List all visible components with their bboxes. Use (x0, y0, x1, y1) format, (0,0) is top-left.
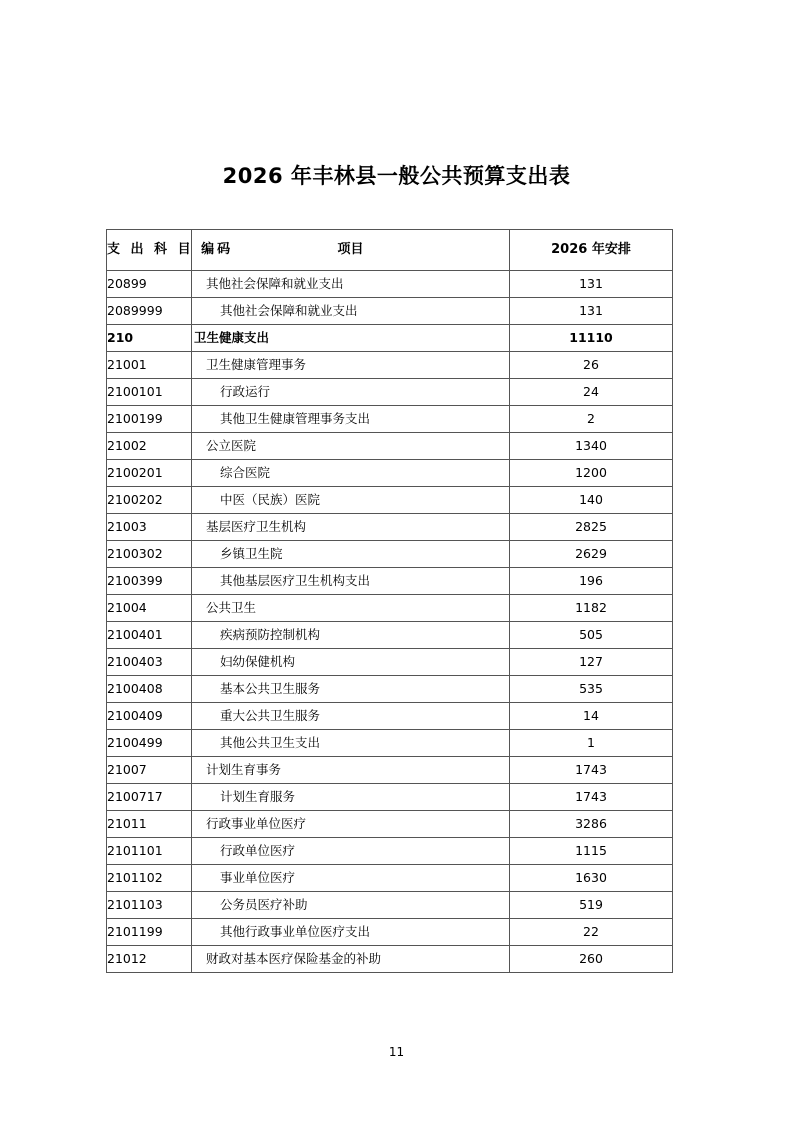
row-code: 21001 (107, 352, 192, 379)
table-row (107, 487, 673, 514)
row-amount: 196 (510, 568, 673, 595)
row-item: 中医（民族）医院 (192, 487, 510, 514)
table-row (107, 406, 673, 433)
row-amount: 131 (510, 271, 673, 298)
row-code: 2089999 (107, 298, 192, 325)
row-item: 其他基层医疗卫生机构支出 (192, 568, 510, 595)
row-amount: 519 (510, 892, 673, 919)
row-amount: 26 (510, 352, 673, 379)
table-row (107, 514, 673, 541)
row-amount: 535 (510, 676, 673, 703)
row-amount: 131 (510, 298, 673, 325)
row-item: 其他社会保障和就业支出 (192, 271, 510, 298)
row-code: 2101101 (107, 838, 192, 865)
row-amount: 2 (510, 406, 673, 433)
row-amount: 127 (510, 649, 673, 676)
table-row (107, 703, 673, 730)
table-row (107, 919, 673, 946)
row-item: 综合医院 (192, 460, 510, 487)
row-amount: 1115 (510, 838, 673, 865)
row-code: 2100302 (107, 541, 192, 568)
table-row (107, 352, 673, 379)
row-item: 计划生育事务 (192, 757, 510, 784)
row-amount: 2825 (510, 514, 673, 541)
row-amount: 1743 (510, 784, 673, 811)
table-row (107, 730, 673, 757)
table-row (107, 541, 673, 568)
row-amount: 24 (510, 379, 673, 406)
row-amount: 260 (510, 946, 673, 973)
row-code: 21002 (107, 433, 192, 460)
row-item: 重大公共卫生服务 (192, 703, 510, 730)
row-item: 乡镇卫生院 (192, 541, 510, 568)
table-row (107, 433, 673, 460)
row-code: 2100409 (107, 703, 192, 730)
row-code: 21007 (107, 757, 192, 784)
row-code: 21011 (107, 811, 192, 838)
row-item: 其他社会保障和就业支出 (192, 298, 510, 325)
row-code: 2100399 (107, 568, 192, 595)
row-item: 公务员医疗补助 (192, 892, 510, 919)
row-code: 2101199 (107, 919, 192, 946)
row-code: 2100201 (107, 460, 192, 487)
row-code: 21003 (107, 514, 192, 541)
row-amount: 22 (510, 919, 673, 946)
table-row (107, 460, 673, 487)
row-code: 2100401 (107, 622, 192, 649)
row-code: 2100408 (107, 676, 192, 703)
row-item: 其他公共卫生支出 (192, 730, 510, 757)
row-item: 公立医院 (192, 433, 510, 460)
page-title: 2026 年丰林县一般公共预算支出表 (222, 164, 571, 188)
header-code: 支 出 科 目 编码 (107, 230, 192, 271)
row-item: 公共卫生 (192, 595, 510, 622)
row-code: 21012 (107, 946, 192, 973)
row-code: 2100199 (107, 406, 192, 433)
row-item: 财政对基本医疗保险基金的补助 (192, 946, 510, 973)
table-row (107, 892, 673, 919)
row-amount: 1630 (510, 865, 673, 892)
table-row (107, 811, 673, 838)
table-row (107, 271, 673, 298)
table-row (107, 865, 673, 892)
row-amount: 1182 (510, 595, 673, 622)
row-item: 卫生健康支出 (192, 325, 510, 352)
row-item: 其他行政事业单位医疗支出 (192, 919, 510, 946)
header-amount: 2026 年安排 (510, 230, 673, 271)
row-item: 事业单位医疗 (192, 865, 510, 892)
header-item: 项目 (192, 230, 510, 271)
row-amount: 3286 (510, 811, 673, 838)
row-code: 2101102 (107, 865, 192, 892)
row-code: 2101103 (107, 892, 192, 919)
row-amount: 1200 (510, 460, 673, 487)
row-item: 行政单位医疗 (192, 838, 510, 865)
row-amount: 1340 (510, 433, 673, 460)
table-row (107, 784, 673, 811)
row-amount: 140 (510, 487, 673, 514)
table-row (107, 568, 673, 595)
row-item: 计划生育服务 (192, 784, 510, 811)
table-row (107, 595, 673, 622)
table-row (107, 838, 673, 865)
table-row (107, 622, 673, 649)
row-item: 疾病预防控制机构 (192, 622, 510, 649)
row-code: 210 (107, 325, 192, 352)
row-amount: 505 (510, 622, 673, 649)
row-code: 2100717 (107, 784, 192, 811)
row-item: 基本公共卫生服务 (192, 676, 510, 703)
row-item: 基层医疗卫生机构 (192, 514, 510, 541)
table-row (107, 946, 673, 973)
page-number: 11 (388, 1045, 405, 1059)
row-item: 妇幼保健机构 (192, 649, 510, 676)
row-code: 2100101 (107, 379, 192, 406)
table-row (107, 298, 673, 325)
table-row (107, 379, 673, 406)
table-row (107, 325, 673, 352)
row-amount: 1 (510, 730, 673, 757)
row-code: 2100202 (107, 487, 192, 514)
row-code: 21004 (107, 595, 192, 622)
row-amount: 14 (510, 703, 673, 730)
table-header-row (107, 230, 673, 271)
row-code: 2100403 (107, 649, 192, 676)
row-amount: 2629 (510, 541, 673, 568)
budget-table (106, 229, 673, 973)
table-row (107, 757, 673, 784)
table-body (107, 271, 673, 973)
row-item: 其他卫生健康管理事务支出 (192, 406, 510, 433)
row-amount: 11110 (510, 325, 673, 352)
table-row (107, 649, 673, 676)
row-amount: 1743 (510, 757, 673, 784)
row-item: 行政运行 (192, 379, 510, 406)
row-item: 卫生健康管理事务 (192, 352, 510, 379)
row-item: 行政事业单位医疗 (192, 811, 510, 838)
row-code: 2100499 (107, 730, 192, 757)
row-code: 20899 (107, 271, 192, 298)
table-row (107, 676, 673, 703)
